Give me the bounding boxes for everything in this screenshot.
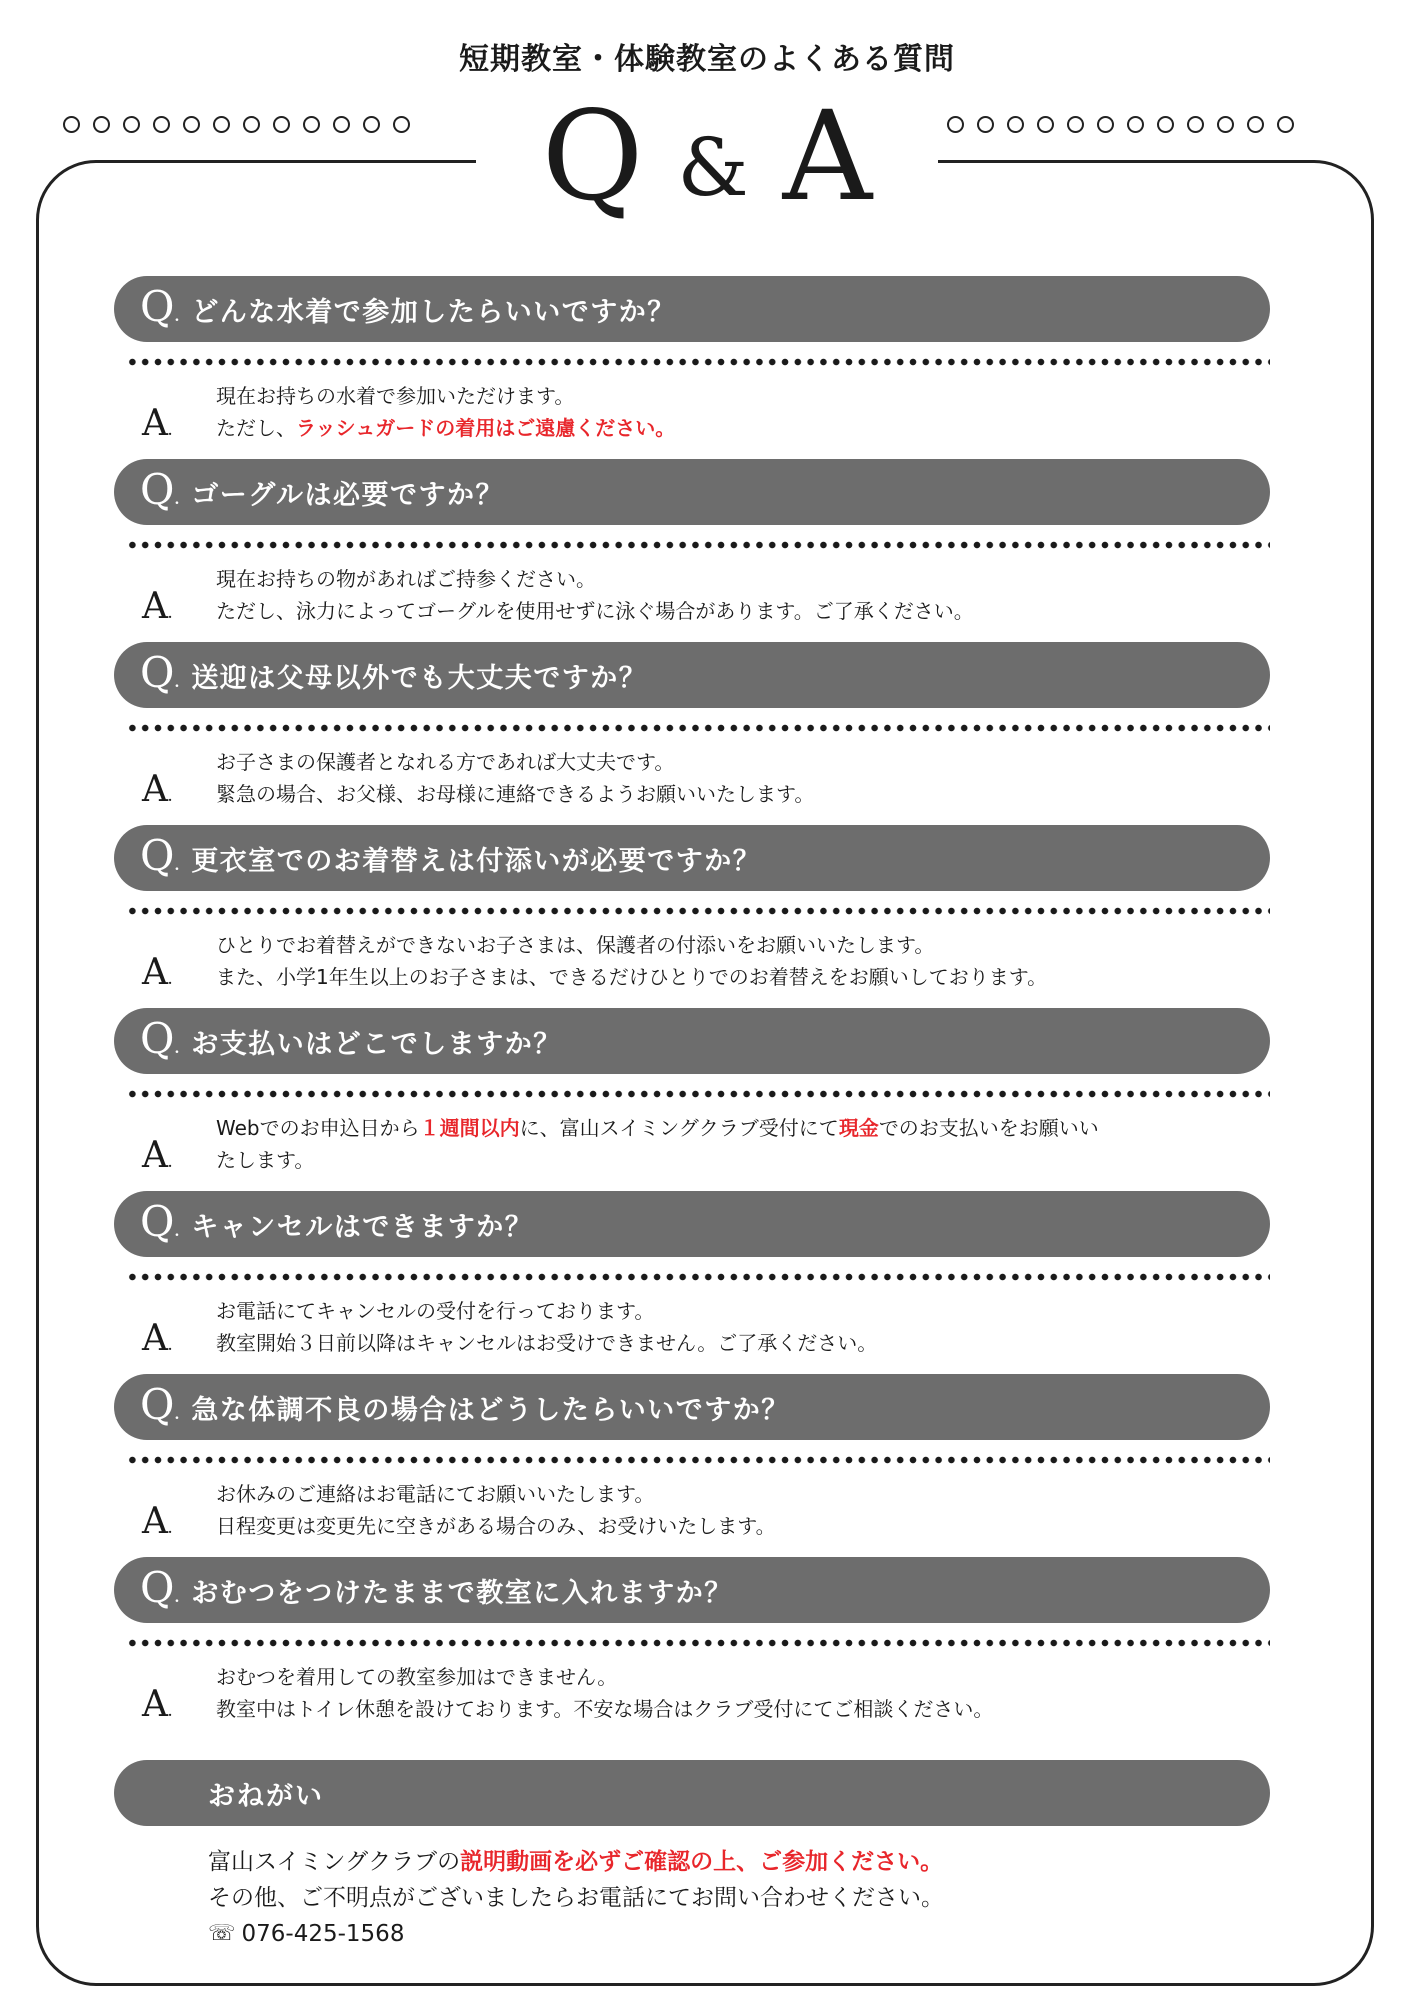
answer-line: [216, 1112, 1276, 1144]
answer-text: [216, 1661, 1276, 1725]
answer-mark: A.: [142, 1501, 173, 1542]
question-mark: Q.: [140, 648, 180, 697]
title-a: A: [782, 85, 873, 229]
answer-mark: A.: [142, 952, 173, 993]
question-mark: Q.: [140, 1014, 180, 1063]
onegai-text: [208, 1844, 1248, 1952]
dotted-divider: [126, 724, 1270, 732]
dotted-divider: [126, 1090, 1270, 1098]
answer-line: [216, 1661, 1276, 1693]
question-text: どんな水着で参加したらいいですか？: [191, 296, 676, 328]
answer-line: [216, 1327, 1276, 1359]
answer-text-run: 富山スイミングクラブの: [208, 1849, 461, 1875]
highlight-text: 説明動画を必ずご確認の上、ご参加ください。: [460, 1849, 944, 1875]
answer: [114, 929, 1270, 999]
answer: [114, 563, 1270, 633]
answer-text-run: ひとりでお着替えができないお子さまは、保護者の付添いをお願いいたします。: [216, 933, 935, 957]
question-text: 送迎は父母以外でも大丈夫ですか？: [191, 662, 648, 694]
answer-text: [216, 380, 1276, 444]
question-mark: Q.: [140, 1197, 180, 1246]
answer-line: [216, 1510, 1276, 1542]
page-subtitle: 短期教室・体験教室のよくある質問: [459, 42, 955, 77]
decorative-rings-right: [947, 116, 1294, 136]
answer-line: [216, 746, 1276, 778]
answer-text-run: ただし、: [216, 416, 296, 440]
phone-number[interactable]: 076-425-1568: [241, 1921, 405, 1947]
decorative-rings-left: [63, 116, 410, 136]
answer-text-run: 教室開始３日前以降はキャンセルはお受けできません。ご了承ください。: [216, 1331, 878, 1355]
phone-icon: ☏: [208, 1921, 236, 1946]
question-bar: [114, 459, 1270, 525]
highlight-text: １週間以内: [419, 1116, 520, 1140]
answer: [114, 1295, 1270, 1365]
answer-line: [216, 1295, 1276, 1327]
answer-line: [216, 1144, 1276, 1176]
question-bar: [114, 1557, 1270, 1623]
question-bar: [114, 1374, 1270, 1440]
answer-text-run: でのお支払いをお願いい: [878, 1116, 1099, 1140]
answer-line: [216, 595, 1276, 627]
question-bar: [114, 1008, 1270, 1074]
dotted-divider: [126, 1456, 1270, 1464]
highlight-text: ラッシュガードの着用はご遠慮ください。: [296, 416, 676, 440]
answer: [114, 746, 1270, 816]
onegai-bar: [114, 1760, 1270, 1826]
answer-line: [216, 778, 1276, 810]
answer: [114, 1478, 1270, 1548]
answer-mark: A.: [142, 1318, 173, 1359]
question-text: ゴーグルは必要ですか？: [191, 479, 505, 511]
answer-text: [216, 929, 1276, 993]
answer: [114, 1661, 1270, 1731]
question-text: お支払いはどこでしますか？: [191, 1028, 562, 1060]
qa-list: [114, 276, 1270, 1740]
answer-text-run: 現在お持ちの物があればご持参ください。: [216, 567, 596, 591]
qa-item: [114, 1008, 1270, 1191]
onegai-line-1: [208, 1844, 1248, 1880]
dotted-divider: [126, 907, 1270, 915]
answer-text-run: 日程変更は変更先に空きがある場合のみ、お受けいたします。: [216, 1514, 776, 1538]
dotted-divider: [126, 358, 1270, 366]
answer-text-run: お子さまの保護者となれる方であれば大丈夫です。: [216, 750, 675, 774]
dotted-divider: [126, 1639, 1270, 1647]
answer-line: [216, 961, 1276, 993]
answer: [114, 380, 1270, 450]
answer-line: [216, 1478, 1276, 1510]
question-mark: Q.: [140, 282, 180, 331]
qa-item: [114, 459, 1270, 642]
question-mark: Q.: [140, 1563, 180, 1612]
dotted-divider: [126, 541, 1270, 549]
answer-text-run: たします。: [216, 1148, 315, 1172]
answer-text-run: 現在お持ちの水着で参加いただけます。: [216, 384, 575, 408]
answer-mark: A.: [142, 1135, 173, 1176]
qa-item: [114, 1191, 1270, 1374]
page-title: [476, 85, 938, 229]
qa-item: [114, 276, 1270, 459]
answer-text-run: お休みのご連絡はお電話にてお願いいたします。: [216, 1482, 655, 1506]
answer-line: [216, 1693, 1276, 1725]
qa-item: [114, 642, 1270, 825]
answer-text-run: 教室中はトイレ休憩を設けております。不安な場合はクラブ受付にてご相談ください。: [216, 1697, 994, 1721]
question-text: キャンセルはできますか？: [191, 1211, 534, 1243]
onegai-line-2: その他、ご不明点がございましたらお電話にてお問い合わせください。: [208, 1885, 944, 1911]
question-bar: [114, 642, 1270, 708]
highlight-text: 現金: [838, 1116, 879, 1140]
phone-row: [208, 1916, 1248, 1952]
question-bar: [114, 825, 1270, 891]
answer-text-run: Webでのお申込日から: [216, 1116, 420, 1140]
answer-text: [216, 1295, 1276, 1359]
answer-mark: A.: [142, 1684, 173, 1725]
answer-mark: A.: [142, 586, 173, 627]
question-text: おむつをつけたままで教室に入れますか？: [191, 1577, 733, 1609]
qa-item: [114, 1374, 1270, 1557]
answer-mark: A.: [142, 769, 173, 810]
question-mark: Q.: [140, 831, 180, 880]
title-q: Q: [541, 85, 644, 229]
answer: [114, 1112, 1270, 1182]
qa-item: [114, 1557, 1270, 1740]
answer-text-run: に、富山スイミングクラブ受付にて: [519, 1116, 839, 1140]
question-mark: Q.: [140, 465, 180, 514]
answer-text: [216, 563, 1276, 627]
answer-text-run: お電話にてキャンセルの受付を行っております。: [216, 1299, 655, 1323]
answer-line: [216, 412, 1276, 444]
dotted-divider: [126, 1273, 1270, 1281]
onegai-title: おねがい: [208, 1780, 324, 1812]
question-text: 急な体調不良の場合はどうしたらいいですか？: [191, 1394, 790, 1426]
answer-text: [216, 1112, 1276, 1176]
qa-item: [114, 825, 1270, 1008]
answer-text-run: おむつを着用しての教室参加はできません。: [216, 1665, 618, 1689]
question-bar: [114, 276, 1270, 342]
answer-mark: A.: [142, 403, 173, 444]
question-mark: Q.: [140, 1380, 180, 1429]
answer-text-run: また、小学1年生以上のお子さまは、できるだけひとりでのお着替えをお願いしております。: [216, 965, 1048, 989]
question-bar: [114, 1191, 1270, 1257]
question-text: 更衣室でのお着替えは付添いが必要ですか？: [191, 845, 762, 877]
title-ampersand: &: [677, 121, 749, 214]
answer-text-run: ただし、泳力によってゴーグルを使用せずに泳ぐ場合があります。ご了承ください。: [216, 599, 974, 623]
answer-line: [216, 563, 1276, 595]
answer-text: [216, 1478, 1276, 1542]
answer-line: [216, 929, 1276, 961]
answer-line: [216, 380, 1276, 412]
answer-text-run: 緊急の場合、お父様、お母様に連絡できるようお願いいたします。: [216, 782, 815, 806]
answer-text: [216, 746, 1276, 810]
